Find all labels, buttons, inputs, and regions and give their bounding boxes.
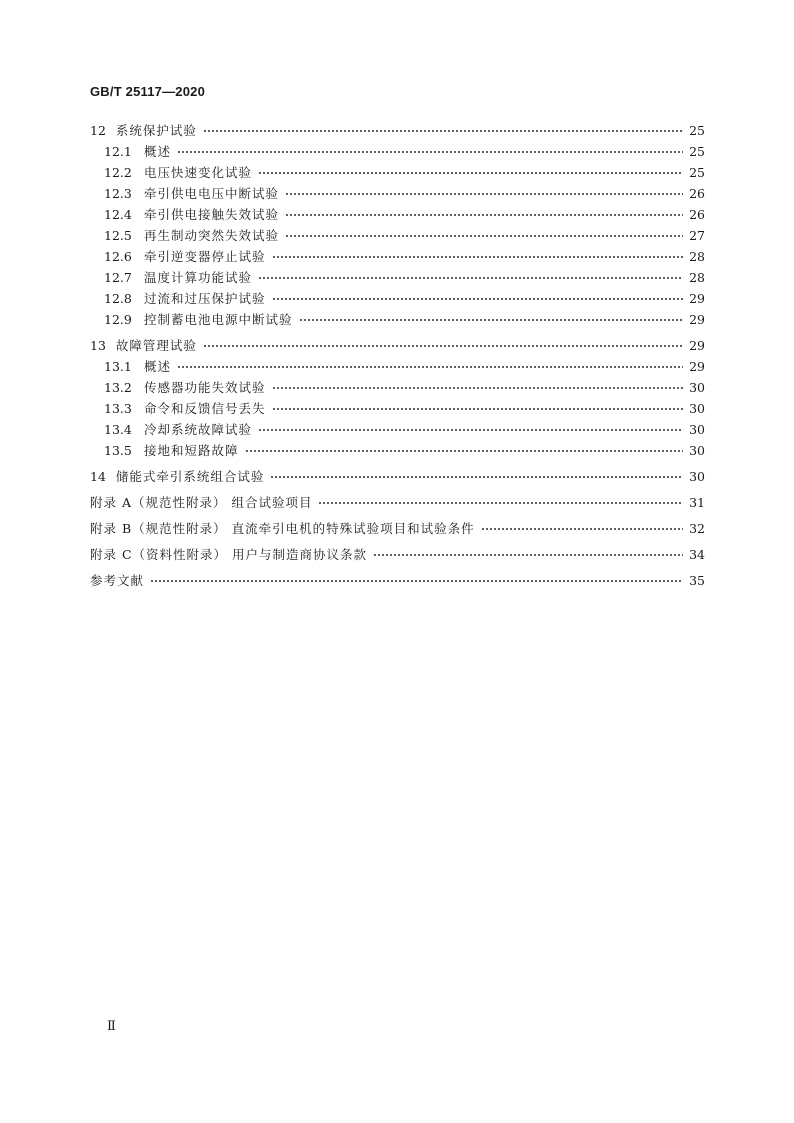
toc-entry[interactable]: [90, 120, 705, 141]
toc-entry-page: 25: [689, 165, 705, 180]
dot-leader: [270, 472, 683, 482]
toc-entry-page: 26: [689, 186, 705, 201]
toc-entry-number: 12.4: [104, 207, 132, 222]
toc-entry[interactable]: [90, 419, 705, 440]
toc-entry-title: 再生制动突然失效试验: [144, 228, 280, 243]
dot-leader: [481, 524, 683, 534]
toc-entry-number: 12.5: [104, 228, 132, 243]
dot-leader: [258, 168, 683, 178]
toc-entry-title: 命令和反馈信号丢失: [144, 401, 266, 416]
toc-entry-number: 12.2: [104, 165, 132, 180]
toc-entry-title: 附录 B（规范性附录） 直流牵引电机的特殊试验项目和试验条件: [90, 521, 475, 536]
toc-entry-number: 12.1: [104, 144, 132, 159]
toc-entry-page: 30: [689, 469, 705, 484]
dot-leader: [177, 362, 683, 372]
toc-entry[interactable]: [90, 544, 705, 565]
toc-entry-title: 温度计算功能试验: [144, 270, 253, 285]
toc-entry[interactable]: [90, 335, 705, 356]
toc-entry-page: 35: [689, 573, 705, 588]
toc-entry-page: 30: [689, 401, 705, 416]
toc-entry-page: 28: [689, 249, 705, 264]
toc-entry-page: 25: [689, 123, 705, 138]
toc-entry-number: 12.9: [104, 312, 132, 327]
toc-entry-page: 31: [689, 495, 705, 510]
toc-entry-title: 牵引供电接触失效试验: [144, 207, 280, 222]
toc-entry-number: 12.8: [104, 291, 132, 306]
toc-entry[interactable]: [90, 356, 705, 377]
dot-leader: [272, 383, 683, 393]
dot-leader: [285, 189, 683, 199]
toc-entry-number: 13.4: [104, 422, 132, 437]
toc-entry-page: 34: [689, 547, 705, 562]
toc-entry-number: 14: [90, 469, 106, 484]
toc-entry-page: 29: [689, 291, 705, 306]
toc-entry-title: 参考文献: [90, 573, 145, 588]
toc-entry[interactable]: [90, 377, 705, 398]
toc-entry-title: 附录 A（规范性附录） 组合试验项目: [90, 495, 313, 510]
toc-entry-title: 过流和过压保护试验: [144, 291, 266, 306]
toc-entry-number: 12.7: [104, 270, 132, 285]
dot-leader: [203, 126, 683, 136]
toc-entry[interactable]: [90, 225, 705, 246]
dot-leader: [272, 252, 683, 262]
table-of-contents: [90, 120, 705, 591]
toc-entry-title: 传感器功能失效试验: [144, 380, 266, 395]
toc-entry-title: 电压快速变化试验: [144, 165, 253, 180]
toc-entry[interactable]: [90, 570, 705, 591]
toc-entry[interactable]: [90, 492, 705, 513]
toc-entry-number: 12.3: [104, 186, 132, 201]
toc-entry-page: 29: [689, 312, 705, 327]
toc-entry-title: 接地和短路故障: [144, 443, 239, 458]
toc-entry[interactable]: [90, 309, 705, 330]
dot-leader: [299, 315, 683, 325]
toc-entry[interactable]: [90, 267, 705, 288]
toc-entry-page: 29: [689, 359, 705, 374]
dot-leader: [245, 446, 683, 456]
toc-entry-title: 附录 C（资料性附录） 用户与制造商协议条款: [90, 547, 368, 562]
dot-leader: [258, 425, 683, 435]
dot-leader: [150, 576, 683, 586]
toc-entry-number: 13.2: [104, 380, 132, 395]
toc-entry[interactable]: [90, 440, 705, 461]
toc-entry-page: 26: [689, 207, 705, 222]
toc-entry-page: 25: [689, 144, 705, 159]
toc-entry-title: 牵引逆变器停止试验: [144, 249, 266, 264]
toc-entry[interactable]: [90, 398, 705, 419]
dot-leader: [285, 231, 683, 241]
toc-entry-title: 冷却系统故障试验: [144, 422, 253, 437]
toc-entry[interactable]: [90, 183, 705, 204]
toc-entry-page: 27: [689, 228, 705, 243]
toc-entry[interactable]: [90, 466, 705, 487]
dot-leader: [285, 210, 683, 220]
toc-entry[interactable]: [90, 288, 705, 309]
toc-entry-page: 28: [689, 270, 705, 285]
document-code-header: GB/T 25117—2020: [90, 84, 206, 99]
toc-entry-number: 12: [90, 123, 106, 138]
dot-leader: [272, 404, 683, 414]
toc-entry[interactable]: [90, 518, 705, 539]
toc-entry-title: 概述: [144, 144, 172, 159]
toc-entry-number: 13.3: [104, 401, 132, 416]
toc-entry-page: 30: [689, 422, 705, 437]
toc-entry-number: 12.6: [104, 249, 132, 264]
toc-entry-number: 13.1: [104, 359, 132, 374]
toc-entry-page: 32: [689, 521, 705, 536]
toc-entry[interactable]: [90, 141, 705, 162]
page-number-roman: Ⅱ: [107, 1018, 116, 1033]
toc-entry-title: 控制蓄电池电源中断试验: [144, 312, 293, 327]
toc-entry-title: 概述: [144, 359, 172, 374]
toc-entry-title: 系统保护试验: [115, 123, 197, 138]
toc-entry-title: 牵引供电电压中断试验: [144, 186, 280, 201]
toc-entry-page: 30: [689, 443, 705, 458]
dot-leader: [373, 550, 683, 560]
toc-entry-number: 13: [90, 338, 106, 353]
toc-entry-title: 储能式牵引系统组合试验: [115, 469, 265, 484]
dot-leader: [203, 341, 683, 351]
toc-entry-page: 29: [689, 338, 705, 353]
dot-leader: [177, 147, 683, 157]
toc-entry-page: 30: [689, 380, 705, 395]
toc-entry[interactable]: [90, 204, 705, 225]
dot-leader: [258, 273, 683, 283]
dot-leader: [318, 498, 683, 508]
toc-entry[interactable]: [90, 246, 705, 267]
toc-entry[interactable]: [90, 162, 705, 183]
dot-leader: [272, 294, 683, 304]
toc-entry-title: 故障管理试验: [115, 338, 197, 353]
toc-entry-number: 13.5: [104, 443, 132, 458]
